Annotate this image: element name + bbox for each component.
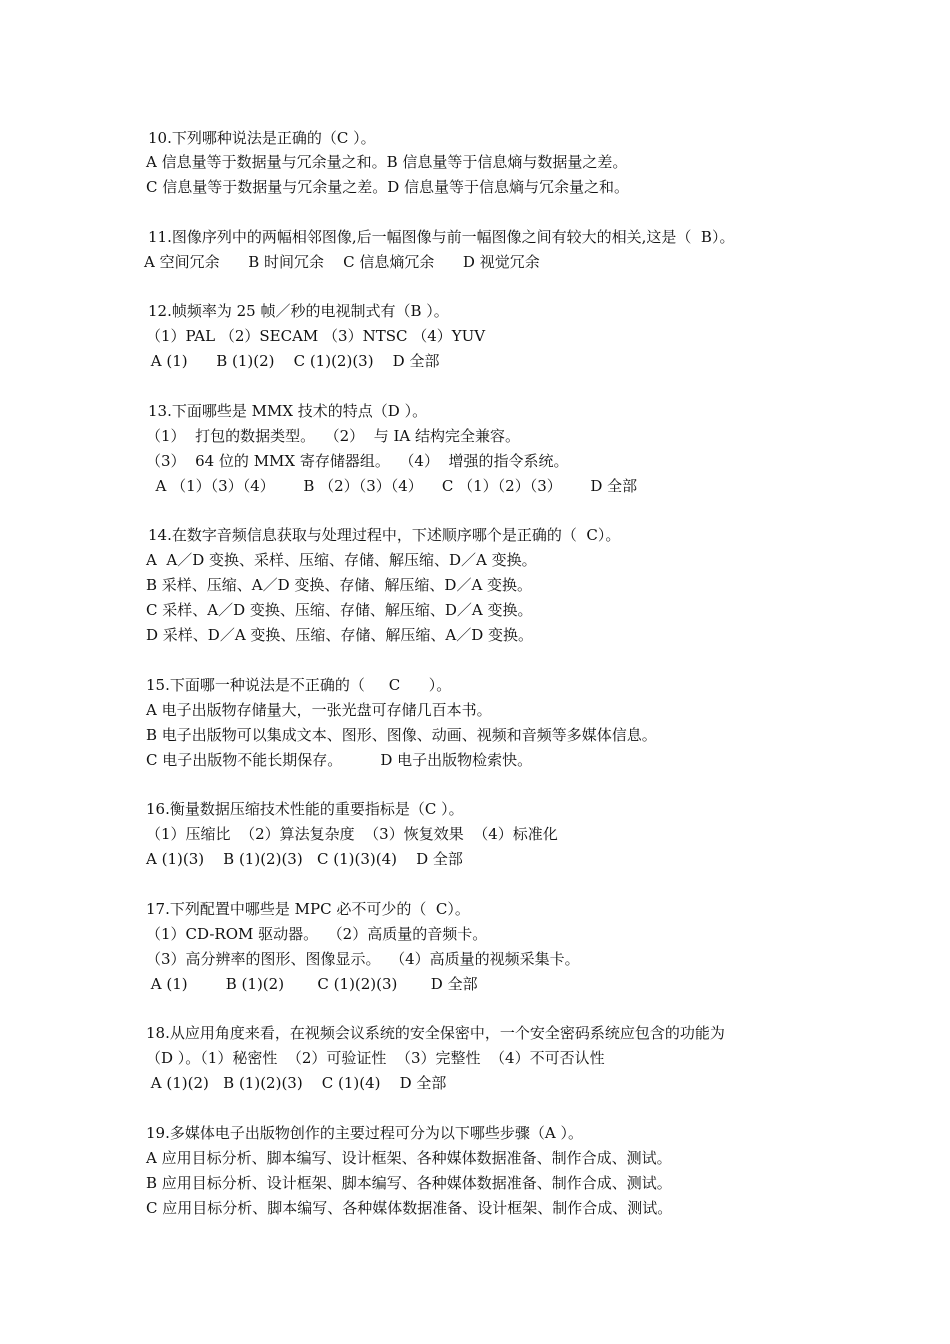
question-13-line-2: （3） 64 位的 MMX 寄存储器组。 （4） 增强的指令系统。 (146, 452, 569, 470)
question-15-line-1: A 电子出版物存储量大，一张光盘可存储几百本书。 (146, 701, 492, 719)
question-18-line-2: A (1)(2) B (1)(2)(3) C (1)(4) D 全部 (146, 1074, 447, 1092)
question-17-line-3: A (1) B (1)(2) C (1)(2)(3) D 全部 (146, 975, 478, 993)
question-19-line-1: A 应用目标分析、脚本编写、设计框架、各种媒体数据准备、制作合成、测试。 (146, 1149, 672, 1167)
question-14-line-1: A A／D 变换、采样、压缩、存储、解压缩、D／A 变换。 (146, 551, 537, 569)
question-19-line-2: B 应用目标分析、设计框架、脚本编写、各种媒体数据准备、制作合成、测试。 (146, 1174, 672, 1192)
question-17-line-1: （1）CD-ROM 驱动器。 （2）高质量的音频卡。 (146, 925, 488, 943)
question-19-line-3: C 应用目标分析、脚本编写、各种媒体数据准备、设计框架、制作合成、测试。 (146, 1199, 673, 1217)
question-16-line-2: A (1)(3) B (1)(2)(3) C (1)(3)(4) D 全部 (146, 850, 463, 868)
question-14-line-3: C 采样、A／D 变换、压缩、存储、解压缩、D／A 变换。 (146, 601, 533, 619)
question-18-line-1: （D ）。（1）秘密性 （2）可验证性 （3）完整性 （4）不可否认性 (146, 1049, 605, 1067)
question-18-stem: 18.从应用角度来看，在视频会议系统的安全保密中，一个安全密码系统应包含的功能为 (146, 1024, 725, 1042)
question-19-stem: 19.多媒体电子出版物创作的主要过程可分为以下哪些步骤（A ）。 (146, 1124, 583, 1142)
question-13-line-3: A （1）（3）（4） B （2）（3）（4） C （1）（2）（3） D 全部 (146, 477, 638, 495)
question-16-stem: 16.衡量数据压缩技术性能的重要指标是（C ）。 (146, 800, 464, 818)
question-17-stem: 17.下列配置中哪些是 MPC 必不可少的（ C）。 (146, 900, 470, 918)
question-12-line-2: A (1) B (1)(2) C (1)(2)(3) D 全部 (146, 352, 440, 370)
question-15-stem: 15.下面哪一种说法是不正确的（ C ）。 (146, 676, 452, 694)
question-13-stem: 13.下面哪些是 MMX 技术的特点（D ）。 (148, 402, 428, 420)
question-14-line-2: B 采样、压缩、A／D 变换、存储、解压缩、D／A 变换。 (146, 576, 533, 594)
question-15-line-3: C 电子出版物不能长期保存。 D 电子出版物检索快。 (146, 751, 533, 769)
question-16-line-1: （1）压缩比 （2）算法复杂度 （3）恢复效果 （4）标准化 (146, 825, 558, 843)
question-12-line-1: （1）PAL （2）SECAM （3）NTSC （4）YUV (146, 327, 486, 345)
question-13-line-1: （1） 打包的数据类型。 （2） 与 IA 结构完全兼容。 (146, 427, 520, 445)
question-10-stem: 10.下列哪种说法是正确的（C ）。 (148, 129, 376, 147)
question-12-stem: 12.帧频率为 25 帧／秒的电视制式有（B ）。 (148, 302, 449, 320)
question-11-line-1: A 空间冗余 B 时间冗余 C 信息熵冗余 D 视觉冗余 (144, 253, 540, 271)
question-15-line-2: B 电子出版物可以集成文本、图形、图像、动画、视频和音频等多媒体信息。 (146, 726, 657, 744)
question-17-line-2: （3）高分辨率的图形、图像显示。 （4）高质量的视频采集卡。 (146, 950, 580, 968)
question-14-stem: 14.在数字音频信息获取与处理过程中，下述顺序哪个是正确的（ C）。 (148, 526, 621, 544)
question-10-line-2: C 信息量等于数据量与冗余量之差。D 信息量等于信息熵与冗余量之和。 (146, 178, 630, 196)
question-14-line-4: D 采样、D／A 变换、压缩、存储、解压缩、A／D 变换。 (146, 626, 534, 644)
question-10-line-1: A 信息量等于数据量与冗余量之和。B 信息量等于信息熵与数据量之差。 (146, 153, 628, 171)
question-11-stem: 11.图像序列中的两幅相邻图像,后一幅图像与前一幅图像之间有较大的相关,这是（ B）。 (148, 228, 735, 246)
